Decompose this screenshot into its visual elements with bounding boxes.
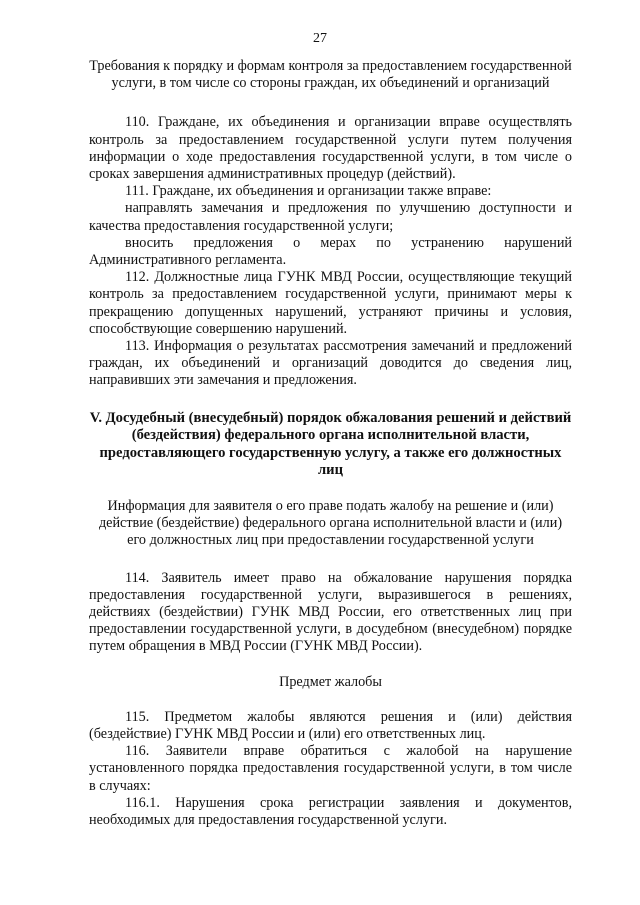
section-heading-appeal: V. Досудебный (внесудебный) порядок обжалования решений и действий (бездействия) федерального органа исполнительной власти, предоставляющего государственную услугу, а также его должностных лиц xyxy=(89,409,572,479)
paragraph-114: 114. Заявитель имеет право на обжалование нарушения порядка предоставления государственной услуги, выразившегося в решениях, действиях (бездействии) ГУНК МВД России, его ответственных лиц при предоставлении государственной услуги, в досудебном (внесудебном) порядке путем обращения в МВД России (ГУНК МВД России). xyxy=(89,569,572,655)
paragraph-116-1: 116.1. Нарушения срока регистрации заявления и документов, необходимых для предоставления государственной услуги. xyxy=(89,794,572,829)
page-number: 27 xyxy=(313,31,327,46)
paragraph-115: 115. Предметом жалобы являются решения и (или) действия (бездействие) ГУНК МВД России и (или) его ответственных лиц. xyxy=(89,708,572,743)
section-heading-control: Требования к порядку и формам контроля за предоставлением государственной услуги, в том числе со стороны граждан, их объединений и организаций xyxy=(89,58,572,92)
paragraph-111: 111. Граждане, их объединения и организации также вправе: xyxy=(125,183,492,200)
paragraph-113: 113. Информация о результатах рассмотрения замечаний и предложений граждан, их объединений и организаций доводится до сведения лиц, направивших эти замечания и предложения. xyxy=(89,338,572,389)
paragraph-116: 116. Заявители вправе обратиться с жалобой на нарушение установленного порядка предоставления государственной услуги, в том числе в случаях: xyxy=(89,743,572,794)
page-content xyxy=(89,58,572,829)
paragraph-111-b: вносить предложения о мерах по устранению нарушений Административного регламента. xyxy=(89,234,572,269)
paragraph-110: 110. Граждане, их объединения и организации вправе осуществлять контроль за предоставлением государственной услуги путем получения информации о ходе предоставления государственной услуги, в том числе о сроках завершения административных процедур (действий). xyxy=(89,114,572,183)
subheading-complaint-subject: Предмет жалобы xyxy=(279,673,382,690)
paragraph-112: 112. Должностные лица ГУНК МВД России, осуществляющие текущий контроль за предоставлением государственной услуги, принимают меры к прекращению допущенных нарушений, устраняют причины и условия, способствующие совершению нарушений. xyxy=(89,269,572,337)
subheading-appeal-info: Информация для заявителя о его праве подать жалобу на решение и (или) действие (бездействие) федерального органа исполнительной власти и (или) его должностных лиц при предоставлении государственной услуги xyxy=(98,498,563,549)
paragraph-111-a: направлять замечания и предложения по улучшению доступности и качества предоставления государственной услуги; xyxy=(89,200,572,234)
